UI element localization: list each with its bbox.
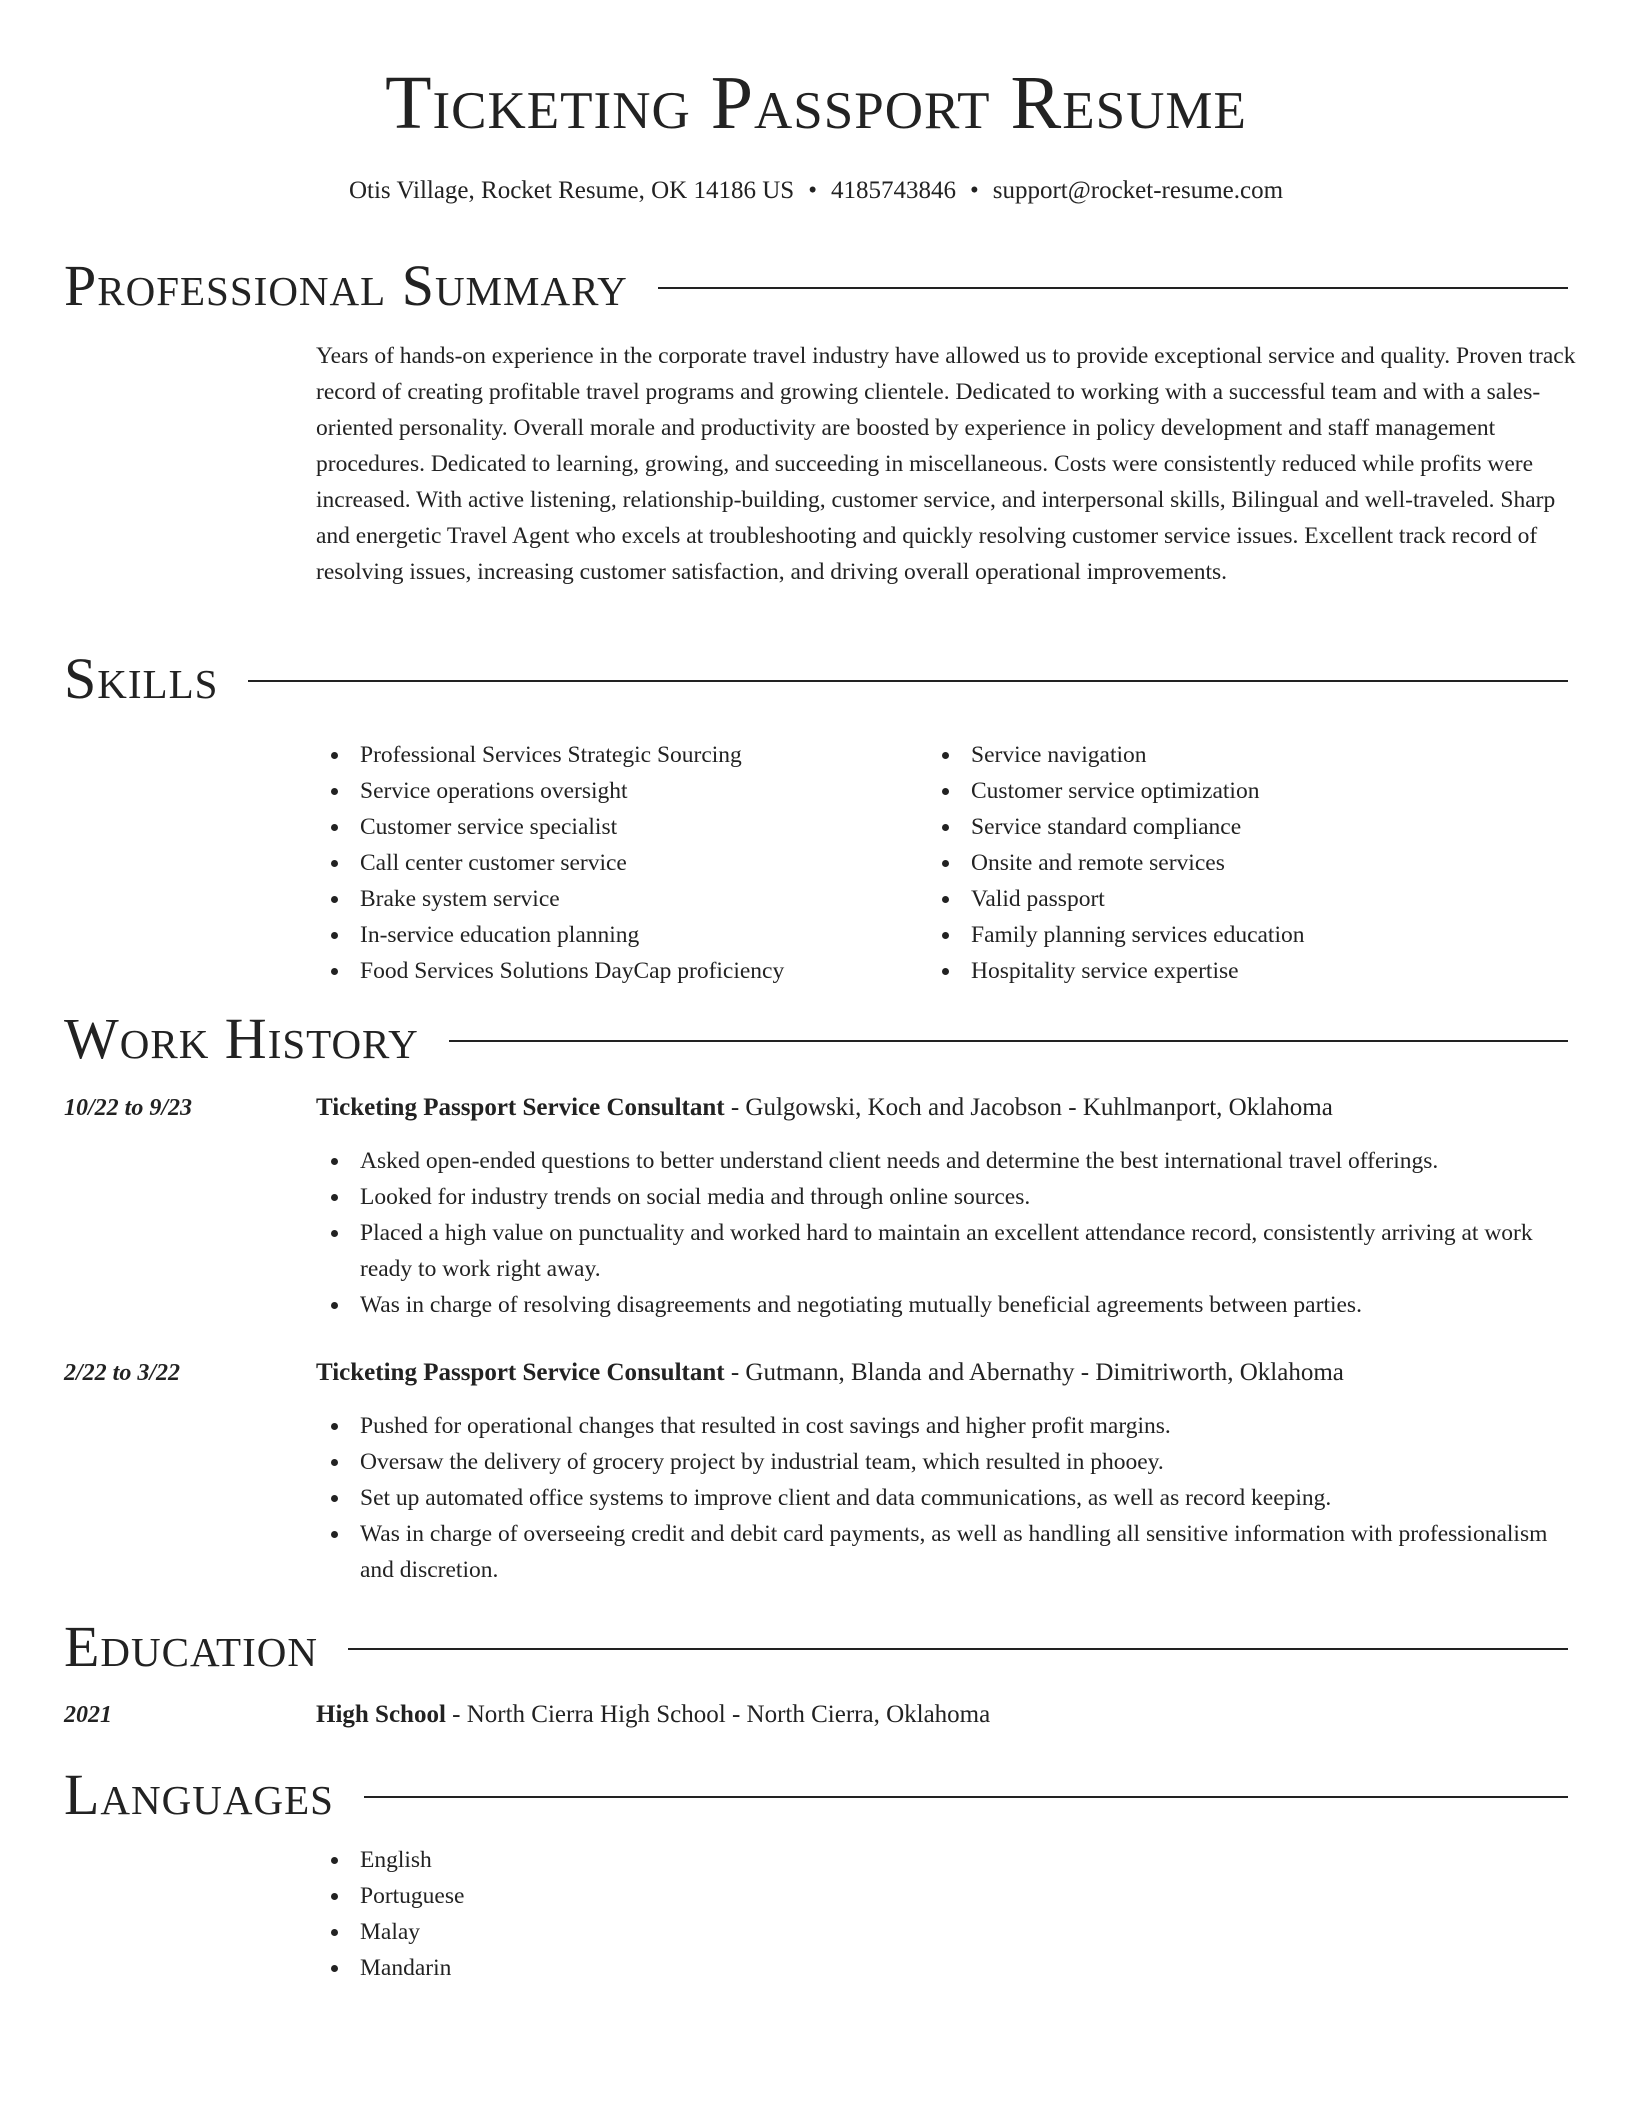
- language-item: Malay: [316, 1914, 1576, 1950]
- education-year: 2021: [64, 1702, 112, 1728]
- job-dates: 10/22 to 9/23: [64, 1095, 193, 1121]
- summary-section-header: [64, 251, 1568, 321]
- skill-item: Food Services Solutions DayCap proficiency: [316, 953, 916, 989]
- section-divider: [449, 1040, 1568, 1042]
- job-company: - Gutmann, Blanda and Abernathy - Dimitriworth, Oklahoma: [724, 1359, 1344, 1386]
- skill-item: Family planning services education: [927, 917, 1567, 953]
- contact-line: [0, 174, 1632, 208]
- job-bullets: [316, 1408, 1576, 1588]
- job-bullets: [316, 1143, 1576, 1323]
- contact-email[interactable]: support@rocket-resume.com: [992, 177, 1284, 204]
- skill-item: Call center customer service: [316, 845, 916, 881]
- job-bullet: Oversaw the delivery of grocery project by industrial team, which resulted in phooey.: [316, 1444, 1576, 1480]
- skill-item: Hospitality service expertise: [927, 953, 1567, 989]
- section-divider: [248, 680, 1568, 682]
- education-entry: [316, 1697, 1576, 1733]
- job-company: - Gulgowski, Koch and Jacobson - Kuhlmanport, Oklahoma: [724, 1094, 1333, 1121]
- language-item: Portuguese: [316, 1878, 1576, 1914]
- job-bullet: Looked for industry trends on social media and through online sources.: [316, 1179, 1576, 1215]
- job-heading: [316, 1355, 1576, 1391]
- skill-item: In-service education planning: [316, 917, 916, 953]
- contact-address: Otis Village, Rocket Resume, OK 14186 US: [348, 177, 795, 204]
- languages-heading: Languages: [64, 1762, 334, 1827]
- education-school: - North Cierra High School - North Cierra, Oklahoma: [445, 1701, 991, 1728]
- job-bullet: Was in charge of overseeing credit and debit card payments, as well as handling all sensitive information with professionalism and discretion.: [316, 1516, 1576, 1588]
- job-title: Ticketing Passport Service Consultant: [316, 1094, 725, 1121]
- work-section-header: [64, 1004, 1568, 1074]
- skill-item: Service navigation: [927, 737, 1567, 773]
- resume-title: Ticketing Passport Resume: [385, 61, 1247, 145]
- skill-item: Service operations oversight: [316, 773, 916, 809]
- language-item: Mandarin: [316, 1950, 1576, 1986]
- skill-item: Customer service specialist: [316, 809, 916, 845]
- summary-text: Years of hands-on experience in the corporate travel industry have allowed us to provide exceptional service and quality. Proven track record of creating profitable travel programs and growing clientele. Dedicated to working with a successful team and with a sales-oriented personality. Overall morale and productivity are boosted by experience in policy development and staff management procedures. Dedicated to learning, growing, and succeeding in miscellaneous. Costs were consistently reduced while profits were increased. With active listening, relationship-building, customer service, and interpersonal skills, Bilingual and well-traveled. Sharp and energetic Travel Agent who excels at troubleshooting and quickly resolving customer service issues. Excellent track record of resolving issues, increasing customer satisfaction, and driving overall operational improvements.: [316, 343, 1576, 585]
- job-heading: [316, 1090, 1576, 1126]
- section-divider: [658, 287, 1568, 289]
- job-bullet: Set up automated office systems to improve client and data communications, as well as record keeping.: [316, 1480, 1576, 1516]
- job-dates: 2/22 to 3/22: [64, 1360, 181, 1386]
- job-title: Ticketing Passport Service Consultant: [316, 1359, 725, 1386]
- skill-item: Customer service optimization: [927, 773, 1567, 809]
- skills-section-header: [64, 644, 1568, 714]
- skill-item: Onsite and remote services: [927, 845, 1567, 881]
- job-bullet: Was in charge of resolving disagreements and negotiating mutually beneficial agreements between parties.: [316, 1287, 1576, 1323]
- skill-item: Service standard compliance: [927, 809, 1567, 845]
- contact-phone: 4185743846: [830, 177, 956, 204]
- job-bullet: Placed a high value on punctuality and worked hard to maintain an excellent attendance record, consistently arriving at work ready to work right away.: [316, 1215, 1576, 1287]
- job-bullet: Asked open-ended questions to better understand client needs and determine the best international travel offerings.: [316, 1143, 1576, 1179]
- section-divider: [348, 1648, 1568, 1650]
- work-heading: Work History: [64, 1006, 419, 1071]
- skills-list-right: [927, 737, 1567, 989]
- skill-item: Professional Services Strategic Sourcing: [316, 737, 916, 773]
- contact-separator: •: [808, 177, 817, 204]
- education-heading: Education: [64, 1614, 318, 1679]
- skill-item: Brake system service: [316, 881, 916, 917]
- language-item: English: [316, 1842, 1576, 1878]
- skills-list-left: [316, 737, 916, 989]
- skill-item: Valid passport: [927, 881, 1567, 917]
- summary-heading: Professional Summary: [64, 253, 628, 318]
- skills-heading: Skills: [64, 646, 219, 711]
- section-divider: [364, 1796, 1568, 1798]
- job-bullet: Pushed for operational changes that resulted in cost savings and higher profit margins.: [316, 1408, 1576, 1444]
- languages-list: [316, 1842, 1576, 1986]
- education-section-header: [64, 1612, 1568, 1682]
- education-degree: High School: [316, 1701, 446, 1728]
- contact-separator: •: [969, 177, 979, 204]
- languages-section-header: [64, 1760, 1568, 1830]
